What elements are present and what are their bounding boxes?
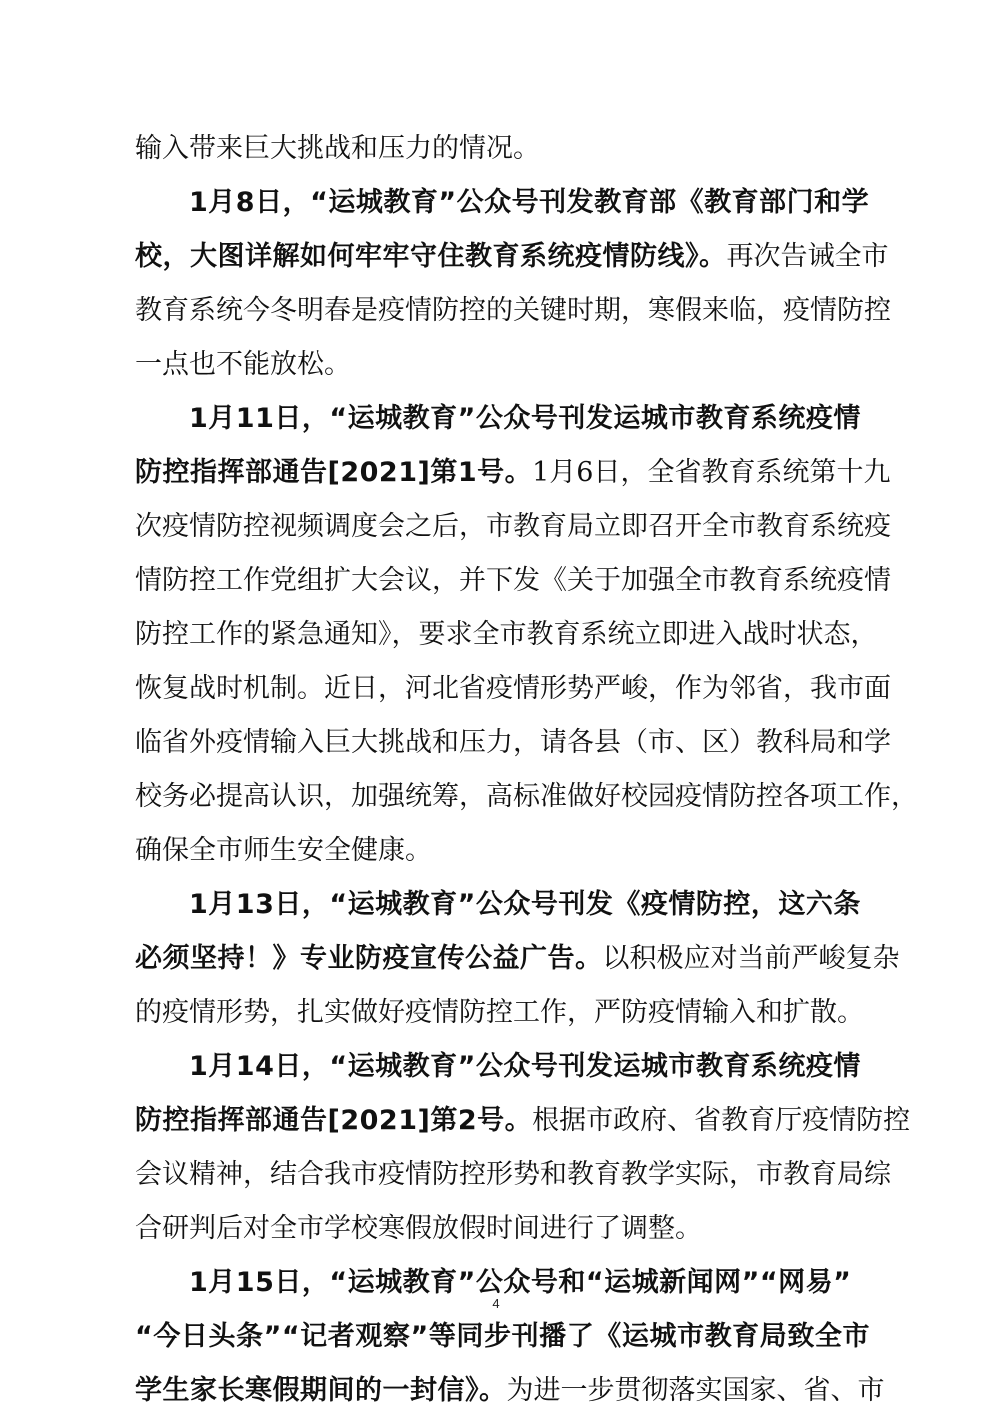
bold-text-segment: “今日头条”“记者观察”等同步刊播了《运城市教育局致全市 [135, 1321, 870, 1352]
text-line [135, 392, 870, 446]
text-segment: 为进一步贯彻落实国家、省、市 [506, 1375, 885, 1406]
bold-text-segment: 必须坚持！》专业防疫宣传公益广告。 [135, 943, 603, 974]
text-line [135, 932, 900, 986]
text-segment: 教育系统今冬明春是疫情防控的关键时期，寒假来临，疫情防控 [135, 295, 891, 326]
text-line [135, 122, 870, 176]
text-line [135, 662, 891, 716]
text-line [135, 1040, 870, 1094]
bold-text-segment: 防控指挥部通告[2021]第1号。 [135, 457, 533, 488]
text-segment: 根据市政府、省教育厅疫情防控 [532, 1105, 911, 1136]
text-segment: 校务必提高认识，加强统筹，高标准做好校园疫情防控各项工作， [135, 781, 918, 812]
text-line [135, 338, 870, 392]
bold-text-segment: 学生家长寒假期间的一封信》。 [135, 1375, 507, 1406]
text-line [135, 230, 889, 284]
bold-text-segment: 校，大图详解如何牢牢守住教育系统疫情防线》。 [135, 241, 727, 272]
text-line [135, 986, 870, 1040]
text-line [135, 878, 870, 932]
text-line [135, 1364, 885, 1418]
text-segment: 会议精神，结合我市疫情防控形势和教育教学实际，市教育局综 [135, 1159, 891, 1190]
bold-text-segment: 防控指挥部通告[2021]第2号。 [135, 1105, 533, 1136]
text-line [135, 608, 878, 662]
text-segment: 恢复战时机制。近日，河北省疫情形势严峻，作为邻省，我市面 [135, 673, 891, 704]
text-line [135, 446, 891, 500]
text-segment: 1月6日，全省教育系统第十九 [532, 457, 891, 488]
text-segment: 再次告诫全市 [726, 241, 889, 272]
text-segment: 输入带来巨大挑战和压力的情况。 [135, 133, 540, 164]
document-body [135, 122, 918, 1418]
text-segment: 防控工作的紧急通知》，要求全市教育系统立即进入战时状态， [135, 619, 878, 650]
bold-text-segment: 1月14日，“运城教育”公众号刊发运城市教育系统疫情 [189, 1051, 861, 1082]
text-segment: 临省外疫情输入巨大挑战和压力，请各县（市、区）教科局和学 [135, 727, 891, 758]
text-line [135, 176, 870, 230]
text-line [135, 284, 891, 338]
text-segment: 以积极应对当前严峻复杂 [602, 943, 900, 974]
bold-text-segment: 1月15日，“运城教育”公众号和“运城新闻网”“网易” [189, 1267, 852, 1298]
text-line [135, 1148, 891, 1202]
page-number: 4 [492, 1296, 500, 1311]
bold-text-segment: 1月8日，“运城教育”公众号刊发教育部《教育部门和学 [189, 187, 870, 218]
text-line [135, 716, 891, 770]
text-segment: 确保全市师生安全健康。 [135, 835, 432, 866]
text-segment: 一点也不能放松。 [135, 349, 351, 380]
text-segment: 的疫情形势，扎实做好疫情防控工作，严防疫情输入和扩散。 [135, 997, 864, 1028]
text-line [135, 770, 918, 824]
bold-text-segment: 1月11日，“运城教育”公众号刊发运城市教育系统疫情 [189, 403, 861, 434]
text-line [135, 1310, 870, 1364]
bold-text-segment: 1月13日，“运城教育”公众号刊发《疫情防控，这六条 [189, 889, 861, 920]
text-line [135, 500, 891, 554]
text-line [135, 554, 891, 608]
text-line [135, 824, 870, 878]
text-line [135, 1202, 870, 1256]
text-segment: 次疫情防控视频调度会之后，市教育局立即召开全市教育系统疫 [135, 511, 891, 542]
text-line [135, 1094, 911, 1148]
text-segment: 情防控工作党组扩大会议，并下发《关于加强全市教育系统疫情 [135, 565, 891, 596]
text-segment: 合研判后对全市学校寒假放假时间进行了调整。 [135, 1213, 702, 1244]
